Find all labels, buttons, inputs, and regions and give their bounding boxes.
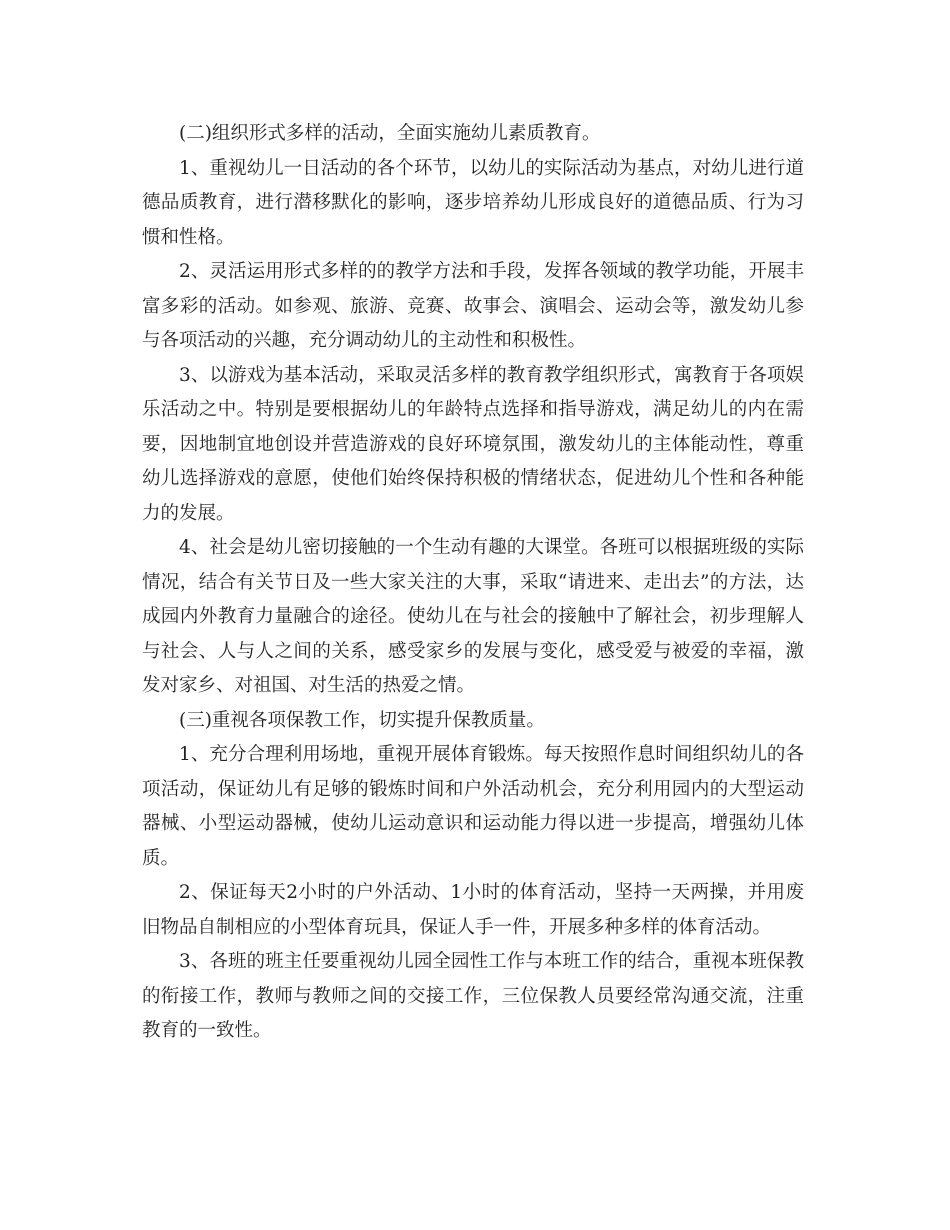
paragraph: 1、充分合理利用场地，重视开展体育锻炼。每天按照作息时间组织幼儿的各项活动，保证幼儿有足够的锻炼时间和户外活动机会，充分利用园内的大型运动器械、小型运动器械，使幼儿运动意识和运动能力得以进一步提高，增强幼儿体质。: [142, 744, 804, 869]
section-heading-2: (二)组织形式多样的活动，全面实施幼儿素质教育。: [179, 123, 601, 144]
paragraph: 2、保证每天2小时的户外活动、1小时的体育活动，坚持一天两操，并用废旧物品自制相应的小型体育玩具，保证人手一件，开展多种多样的体育活动。: [142, 882, 804, 938]
document-body: [142, 117, 804, 1049]
paragraph: 2、灵活运用形式多样的的教学方法和手段，发挥各领域的教学功能，开展丰富多彩的活动。如参观、旅游、竞赛、故事会、演唱会、运动会等，激发幼儿参与各项活动的兴趣，充分调动幼儿的主动性和积极性。: [142, 261, 804, 351]
paragraph: 4、社会是幼儿密切接触的一个生动有趣的大课堂。各班可以根据班级的实际情况，结合有关节日及一些大家关注的大事，采取“请进来、走出去”的方法，达成园内外教育力量融合的途径。使幼儿在与社会的接触中了解社会，初步理解人与社会、人与人之间的关系，感受家乡的发展与变化，感受爱与被爱的幸福，激发对家乡、对祖国、对生活的热爱之情。: [142, 537, 804, 696]
paragraph: 3、各班的班主任要重视幼儿园全园性工作与本班工作的结合，重视本班保教的衔接工作，教师与教师之间的交接工作，三位保教人员要经常沟通交流，注重教育的一致性。: [142, 951, 804, 1041]
paragraph: 3、以游戏为基本活动，采取灵活多样的教育教学组织形式，寓教育于各项娱乐活动之中。特别是要根据幼儿的年龄特点选择和指导游戏，满足幼儿的内在需要，因地制宜地创设并营造游戏的良好环境氛围，激发幼儿的主体能动性，尊重幼儿选择游戏的意愿，使他们始终保持积极的情绪状态，促进幼儿个性和各种能力的发展。: [142, 364, 804, 524]
paragraph: 1、重视幼儿一日活动的各个环节，以幼儿的实际活动为基点，对幼儿进行道德品质教育，进行潜移默化的影响，逐步培养幼儿形成良好的道德品质、行为习惯和性格。: [142, 157, 804, 248]
section-heading-3: (三)重视各项保教工作，切实提升保教质量。: [179, 709, 545, 731]
